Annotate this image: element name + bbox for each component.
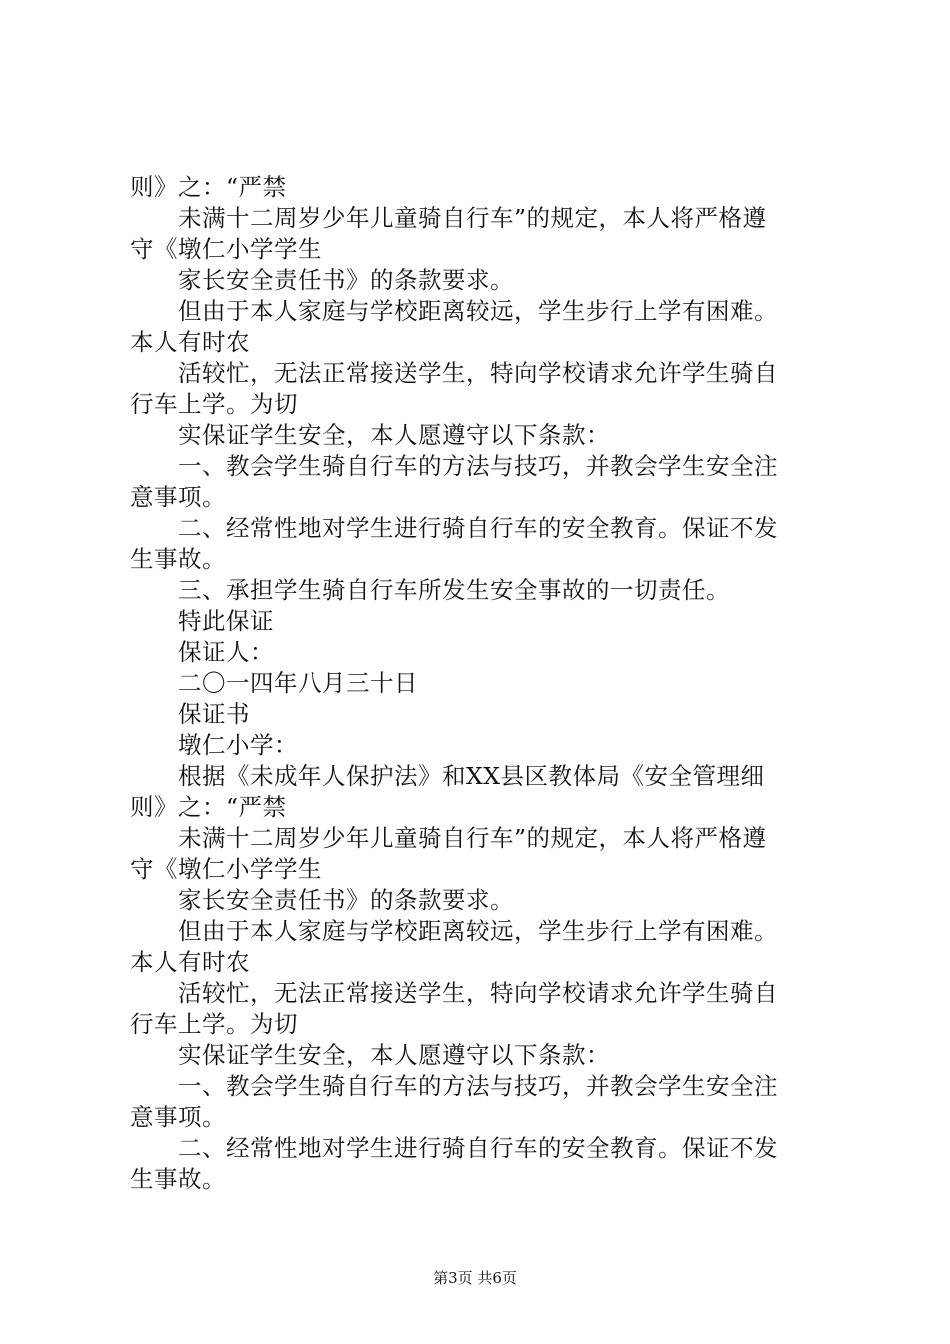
text-line: 保证书 [178,700,250,728]
text-line: 活较忙，无法正常接送学生，特向学校请求允许学生骑自 [178,359,778,387]
page-footer: 第3页 共6页 [433,1269,517,1287]
text-line: 未满十二周岁少年儿童骑自行车”的规定，本人将严格遵 [178,204,767,232]
text-line: 活较忙，无法正常接送学生，特向学校请求允许学生骑自 [178,979,778,1007]
text-line: 实保证学生安全，本人愿遵守以下条款： [178,421,610,449]
text-line: 守《墩仁小学学生 [130,235,322,263]
text-line: 生事故。 [130,1165,226,1193]
text-line: 特此保证 [178,607,274,635]
text-line: 墩仁小学： [178,731,298,759]
text-line: 家长安全责任书》的条款要求。 [178,886,514,914]
text-line: 未满十二周岁少年儿童骑自行车”的规定，本人将严格遵 [178,824,767,852]
text-line: 生事故。 [130,545,226,573]
text-line: 但由于本人家庭与学校距离较远，学生步行上学有困难。 [178,297,778,325]
text-line: 则》之：“严禁 [130,173,287,201]
text-line: 行车上学。为切 [130,1010,298,1038]
text-line: 本人有时农 [130,948,250,976]
text-line: 行车上学。为切 [130,390,298,418]
text-line: 家长安全责任书》的条款要求。 [178,266,514,294]
text-line: 保证人： [178,638,274,666]
text-line: 一、教会学生骑自行车的方法与技巧，并教会学生安全注 [178,1072,778,1100]
text-line: 守《墩仁小学学生 [130,855,322,883]
text-line: 意事项。 [130,1103,226,1131]
text-line: 根据《未成年人保护法》和XX县区教体局《安全管理细 [178,762,765,790]
text-line: 意事项。 [130,483,226,511]
text-line: 一、教会学生骑自行车的方法与技巧，并教会学生安全注 [178,452,778,480]
document-body [130,172,840,1195]
text-line: 二、经常性地对学生进行骑自行车的安全教育。保证不发 [178,1134,778,1162]
text-line: 二〇一四年八月三十日 [178,669,418,697]
text-line: 则》之：“严禁 [130,793,287,821]
text-line: 二、经常性地对学生进行骑自行车的安全教育。保证不发 [178,514,778,542]
text-line: 三、承担学生骑自行车所发生安全事故的一切责任。 [178,576,730,604]
text-line: 本人有时农 [130,328,250,356]
text-line: 但由于本人家庭与学校距离较远，学生步行上学有困难。 [178,917,778,945]
text-line: 实保证学生安全，本人愿遵守以下条款： [178,1041,610,1069]
